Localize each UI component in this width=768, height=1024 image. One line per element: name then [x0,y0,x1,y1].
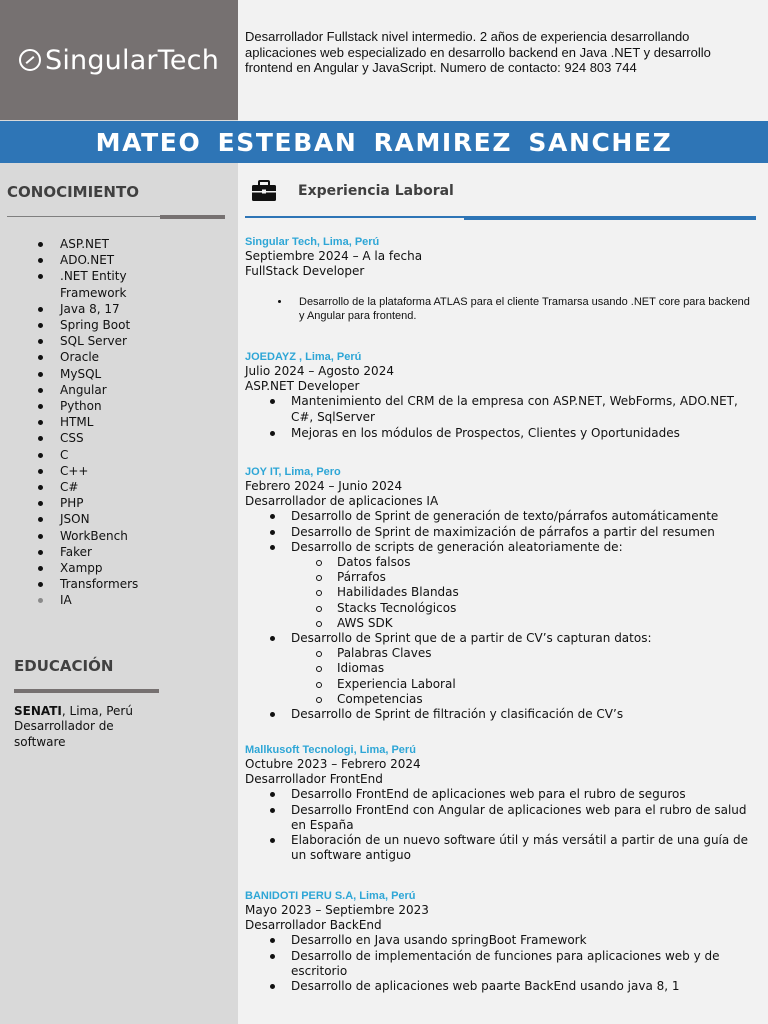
job-entry [245,465,755,722]
bullet-icon [38,404,43,409]
bullet-icon [38,534,43,539]
education-rule [14,689,159,693]
list-item: Python [38,398,138,414]
knowledge-rule-thick [160,215,225,219]
list-item: Desarrollo en Java usando springBoot Framework [245,933,755,948]
bullet-icon [270,431,275,436]
education-location: , Lima, Perú [61,704,133,718]
bullet-icon [270,938,275,943]
bullet-icon [270,636,275,641]
list-item: ASP.NET [38,236,138,252]
bullet-icon [38,388,43,393]
bullet-icon [38,274,43,279]
bullet-icon [38,582,43,587]
bullet-icon [38,339,43,344]
job-role: FullStack Developer [245,264,365,279]
bullet-icon [38,372,43,377]
bullet-icon [270,530,275,535]
knowledge-rule-thin [7,216,160,217]
bullet-icon [38,258,43,263]
job-bullets [245,394,755,441]
job-role: Desarrollador BackEnd [245,918,382,933]
list-item: Angular [38,382,138,398]
list-item: PHP [38,495,138,511]
job-period: Julio 2024 – Agosto 2024 [245,364,394,378]
bullet-icon [270,984,275,989]
job-entry [245,235,755,323]
bullet-icon [38,436,43,441]
job-role: ASP.NET Developer [245,379,360,394]
list-item: Desarrollo FrontEnd de aplicaciones web para el rubro de seguros [245,787,755,802]
job-period: Mayo 2023 – Septiembre 2023 [245,903,429,917]
experience-title: Experiencia Laboral [298,183,454,199]
skills-list [38,236,138,609]
job-company: Mallkusoft Tecnologi, Lima, Perú [245,744,416,756]
bullet-icon [38,355,43,360]
job-company: BANIDOTI PERU S.A, Lima, Perú [245,890,416,902]
bullet-icon [38,485,43,490]
bullet-icon [38,469,43,474]
list-item: Faker [38,544,138,560]
list-item: Java 8, 17 [38,301,138,317]
circle-bullet-icon [316,651,322,657]
circle-bullet-icon [316,697,322,703]
job-entry [245,350,755,441]
list-item: Mejoras en los módulos de Prospectos, Clientes y Oportunidades [245,426,755,441]
logo-text: SingularTech [44,44,220,76]
list-item: Oracle [38,349,138,365]
bullet-icon [38,566,43,571]
job-period: Octubre 2023 – Febrero 2024 [245,757,421,771]
circle-bullet-icon [316,606,322,612]
bullet-icon [270,514,275,519]
bullet-icon [38,307,43,312]
job-company: JOY IT, Lima, Pero [245,466,341,478]
list-item: C# [38,479,138,495]
job-entry [245,889,755,994]
bullet-icon [38,242,43,247]
job-bullets [245,787,755,863]
bullet-icon [38,598,43,603]
list-item: Mantenimiento del CRM de la empresa con ASP.NET, WebForms, ADO.NET, C#, SqlServer [245,394,755,424]
bullet-icon [38,550,43,555]
education-entry [14,704,164,750]
bullet-icon [270,399,275,404]
list-item: Párrafos [245,570,755,585]
list-item: CSS [38,430,138,446]
logo-icon [19,49,41,71]
company-logo [0,0,238,120]
bullet-icon [38,517,43,522]
list-item: Idiomas [245,661,755,676]
profile-summary: Desarrollador Fullstack nivel intermedio. 2 años de experiencia desarrollando aplicaciones web especializado en desarrollo backend en Java .NET y desarrollo frontend en Angular y JavaScript. Numero de contacto: 924 803 744 [245,29,711,75]
circle-bullet-icon [316,621,322,627]
list-item: ADO.NET [38,252,138,268]
circle-bullet-icon [316,666,322,672]
experience-rule-thin [245,216,464,218]
list-item: AWS SDK [245,616,755,631]
list-item: Desarrollo de Sprint de generación de texto/párrafos automáticamente [245,509,755,524]
list-item: C++ [38,463,138,479]
list-item: SQL Server [38,333,138,349]
bullet-icon [270,954,275,959]
list-item: Desarrollo de Sprint de filtración y clasificación de CV’s [245,707,755,722]
experience-rule-thick [464,216,756,220]
list-item: Habilidades Blandas [245,585,755,600]
briefcase-icon [251,180,277,202]
list-item: Desarrollo de scripts de generación aleatoriamente de: [245,540,755,555]
list-item: Elaboración de un nuevo software útil y más versátil a partir de una guía de un software antiguo [245,833,755,863]
list-item: Datos falsos [245,555,755,570]
bullet-icon [270,838,275,843]
job-company: Singular Tech, Lima, Perú [245,236,380,248]
list-item-continuation: Framework [60,285,127,300]
list-item: Desarrollo FrontEnd con Angular de aplicaciones web para el rubro de salud en España [245,803,755,833]
job-entry [245,743,755,863]
circle-bullet-icon [316,575,322,581]
list-item: Competencias [245,692,755,707]
list-item: Desarrollo de Sprint que de a partir de CV’s capturan datos: [245,631,755,646]
circle-bullet-icon [316,682,322,688]
bullet-icon [270,712,275,717]
job-role: Desarrollador de aplicaciones IA [245,494,439,509]
job-bullets [245,296,755,323]
job-sub-bullets [245,646,755,707]
list-item: Desarrollo de Sprint de maximización de párrafos a partir del resumen [245,525,755,540]
job-role: Desarrollador FrontEnd [245,772,383,787]
candidate-name: MATEO ESTEBAN RAMIREZ SANCHEZ [95,127,673,157]
circle-bullet-icon [316,560,322,566]
list-item: C [38,447,138,463]
bullet-icon [38,323,43,328]
bullet-icon [270,792,275,797]
list-item: Spring Boot [38,317,138,333]
list-item: Desarrollo de aplicaciones web paarte BackEnd usando java 8, 1 [245,979,755,994]
list-item: Stacks Tecnológicos [245,601,755,616]
list-item: WorkBench [38,528,138,544]
bullet-icon [38,420,43,425]
list-item: IA [38,592,138,608]
job-bullets [245,933,755,994]
bullet-icon [270,545,275,550]
list-item: .NET Entity [38,268,138,284]
job-company: JOEDAYZ , Lima, Perú [245,351,362,363]
list-item: HTML [38,414,138,430]
list-item: Experiencia Laboral [245,677,755,692]
bullet-icon [278,300,281,303]
job-period: Septiembre 2024 – A la fecha [245,249,423,263]
circle-bullet-icon [316,590,322,596]
knowledge-title: CONOCIMIENTO [7,183,139,201]
list-item: Xampp [38,560,138,576]
bullet-icon [38,453,43,458]
bullet-icon [38,501,43,506]
list-item: JSON [38,511,138,527]
job-bullets [245,631,755,646]
name-banner [0,121,768,163]
bullet-icon [270,808,275,813]
list-item: Desarrollo de la plataforma ATLAS para el cliente Tramarsa usando .NET core para backend y Angular para frontend. [245,296,755,323]
list-item: Transformers [38,576,138,592]
education-title: EDUCACIÓN [14,657,114,675]
list-item: Palabras Claves [245,646,755,661]
education-degree: Desarrollador de software [14,719,114,749]
job-period: Febrero 2024 – Junio 2024 [245,479,403,493]
list-item: MySQL [38,366,138,382]
job-bullets [245,509,755,555]
list-item: Desarrollo de implementación de funciones para aplicaciones web y de escritorio [245,949,755,979]
job-sub-bullets [245,555,755,631]
education-institution: SENATI [14,704,62,718]
job-bullets [245,707,755,722]
